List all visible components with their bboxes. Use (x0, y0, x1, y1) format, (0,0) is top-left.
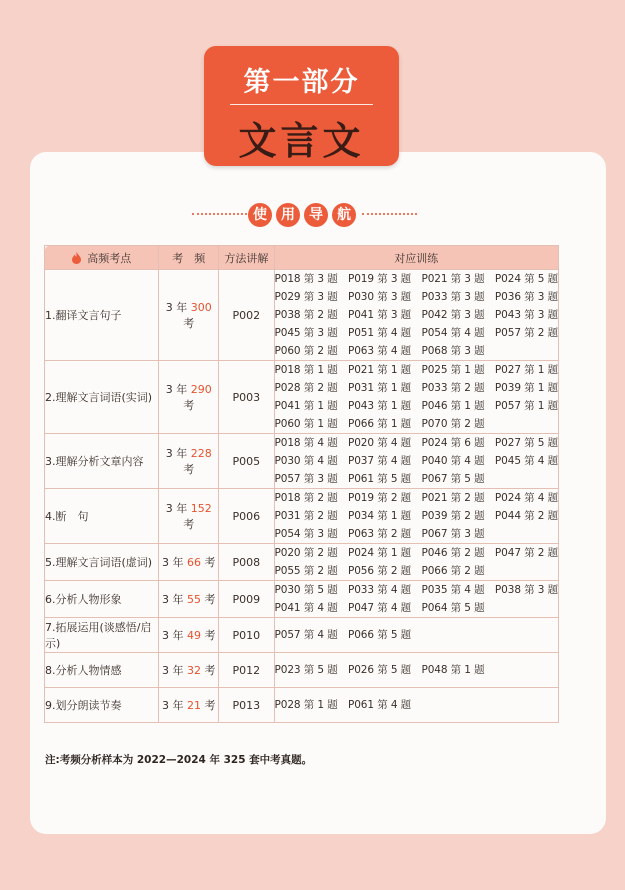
topic-cell: 5.理解文言词语(虚词) (45, 544, 159, 581)
drill-line: P055 第 2 题 P056 第 2 题 P066 第 2 题 (274, 565, 485, 577)
topic-cell: 8.分析人物情感 (45, 653, 159, 688)
drill-cell (274, 544, 558, 581)
drill-line: P060 第 1 题 P066 第 1 题 P070 第 2 题 (274, 418, 485, 430)
frequency-cell (159, 270, 219, 361)
frequency-count: 55 (187, 593, 202, 606)
flame-icon (72, 252, 81, 264)
frequency-count: 228 (190, 447, 212, 460)
frequency-count: 21 (187, 699, 202, 712)
table-row (45, 581, 559, 618)
topic-cell: 6.分析人物形象 (45, 581, 159, 618)
method-page-cell: P008 (219, 544, 274, 581)
drill-line: P057 第 3 题 P061 第 5 题 P067 第 5 题 (274, 473, 485, 485)
frequency-suffix: 考 (201, 593, 216, 606)
frequency-suffix: 考 (183, 463, 195, 476)
drill-line: P018 第 3 题 P019 第 3 题 P021 第 3 题 P024 第 5 题 (274, 273, 558, 285)
header-drill: 对应训练 (274, 246, 558, 270)
topic-cell: 4.断 句 (45, 489, 159, 544)
footnote: 注:考频分析样本为 2022—2024 年 325 套中考真题。 (45, 754, 313, 766)
header-frequency: 考 频 (159, 246, 219, 270)
frequency-prefix: 3 年 (162, 593, 188, 606)
method-page-cell: P002 (219, 270, 274, 361)
frequency-count: 32 (187, 664, 202, 677)
section-title-box (204, 46, 399, 166)
guide-char-2: 用 (276, 203, 300, 227)
drill-line: P041 第 1 题 P043 第 1 题 P046 第 1 题 P057 第 1 题 (274, 400, 558, 412)
drill-line: P045 第 3 题 P051 第 4 题 P054 第 4 题 P057 第 2 题 (274, 327, 558, 339)
frequency-cell (159, 544, 219, 581)
dotted-divider-left (192, 213, 247, 215)
drill-line: P041 第 4 题 P047 第 4 题 P064 第 5 题 (274, 602, 485, 614)
section-main-title: 文言文 (238, 118, 365, 163)
drill-line: P028 第 2 题 P031 第 1 题 P033 第 2 题 P039 第 1 题 (274, 382, 558, 394)
frequency-cell (159, 489, 219, 544)
guide-char-1: 使 (248, 203, 272, 227)
frequency-suffix: 考 (201, 699, 216, 712)
drill-line: P054 第 3 题 P063 第 2 题 P067 第 3 题 (274, 528, 485, 540)
topic-cell: 3.理解分析文章内容 (45, 434, 159, 489)
table-row (45, 618, 559, 653)
drill-line: P029 第 3 题 P030 第 3 题 P033 第 3 题 P036 第 3 题 (274, 291, 558, 303)
drill-cell (274, 489, 558, 544)
frequency-suffix: 考 (201, 556, 216, 569)
frequency-prefix: 3 年 (165, 447, 191, 460)
drill-line: P018 第 4 题 P020 第 4 题 P024 第 6 题 P027 第 5 题 (274, 437, 558, 449)
table-row (45, 270, 559, 361)
method-page-cell: P013 (219, 688, 274, 723)
table-body (45, 270, 559, 723)
drill-cell (274, 581, 558, 618)
drill-line: P057 第 4 题 P066 第 5 题 (274, 629, 412, 641)
frequency-prefix: 3 年 (162, 556, 188, 569)
section-part-label: 第一部分 (243, 67, 360, 98)
frequency-prefix: 3 年 (165, 383, 191, 396)
frequency-suffix: 考 (183, 518, 195, 531)
header-topic (45, 246, 159, 270)
frequency-prefix: 3 年 (162, 629, 188, 642)
drill-line: P018 第 2 题 P019 第 2 题 P021 第 2 题 P024 第 4 题 (274, 492, 558, 504)
header-method: 方法讲解 (219, 246, 274, 270)
table-row (45, 434, 559, 489)
method-page-cell: P006 (219, 489, 274, 544)
table-row (45, 544, 559, 581)
frequency-cell (159, 361, 219, 434)
drill-line: P020 第 2 题 P024 第 1 题 P046 第 2 题 P047 第 2 题 (274, 547, 558, 559)
table-row (45, 361, 559, 434)
method-page-cell: P005 (219, 434, 274, 489)
header-topic-label: 高频考点 (87, 251, 132, 265)
table-row (45, 653, 559, 688)
table-row (45, 688, 559, 723)
usage-guide-heading (0, 203, 625, 227)
drill-cell (274, 688, 558, 723)
drill-cell (274, 618, 558, 653)
guide-char-3: 导 (304, 203, 328, 227)
frequency-cell (159, 581, 219, 618)
exam-topic-table (44, 245, 559, 723)
topic-cell: 7.拓展运用(谈感悟/启示) (45, 618, 159, 653)
frequency-count: 66 (187, 556, 202, 569)
topic-cell: 9.划分朗读节奏 (45, 688, 159, 723)
frequency-count: 49 (187, 629, 202, 642)
frequency-cell (159, 653, 219, 688)
frequency-count: 152 (190, 502, 212, 515)
frequency-cell (159, 618, 219, 653)
drill-line: P038 第 2 题 P041 第 3 题 P042 第 3 题 P043 第 3 题 (274, 309, 558, 321)
usage-guide-title (248, 203, 368, 227)
drill-line: P018 第 1 题 P021 第 1 题 P025 第 1 题 P027 第 1 题 (274, 364, 558, 376)
method-page-cell: P003 (219, 361, 274, 434)
frequency-suffix: 考 (201, 664, 216, 677)
frequency-suffix: 考 (183, 399, 195, 412)
drill-line: P023 第 5 题 P026 第 5 题 P048 第 1 题 (274, 664, 485, 676)
drill-cell (274, 434, 558, 489)
frequency-prefix: 3 年 (162, 699, 188, 712)
frequency-suffix: 考 (183, 317, 195, 330)
frequency-prefix: 3 年 (162, 664, 188, 677)
frequency-count: 290 (190, 383, 212, 396)
frequency-cell (159, 688, 219, 723)
dotted-divider-right (362, 213, 417, 215)
drill-cell (274, 361, 558, 434)
method-page-cell: P010 (219, 618, 274, 653)
drill-line: P030 第 4 题 P037 第 4 题 P040 第 4 题 P045 第 4 题 (274, 455, 558, 467)
drill-cell (274, 653, 558, 688)
drill-line: P028 第 1 题 P061 第 4 题 (274, 699, 412, 711)
guide-char-4: 航 (332, 203, 356, 227)
drill-cell (274, 270, 558, 361)
frequency-count: 300 (190, 301, 212, 314)
frequency-prefix: 3 年 (165, 502, 191, 515)
drill-line: P030 第 5 题 P033 第 4 题 P035 第 4 题 P038 第 3 题 (274, 584, 558, 596)
method-page-cell: P012 (219, 653, 274, 688)
topic-cell: 1.翻译文言句子 (45, 270, 159, 361)
topic-cell: 2.理解文言词语(实词) (45, 361, 159, 434)
drill-line: P031 第 2 题 P034 第 1 题 P039 第 2 题 P044 第 2 题 (274, 510, 558, 522)
drill-line: P060 第 2 题 P063 第 4 题 P068 第 3 题 (274, 345, 485, 357)
table-header-row (45, 246, 559, 270)
title-divider (230, 104, 373, 105)
table-row (45, 489, 559, 544)
frequency-suffix: 考 (201, 629, 216, 642)
method-page-cell: P009 (219, 581, 274, 618)
frequency-prefix: 3 年 (165, 301, 191, 314)
frequency-cell (159, 434, 219, 489)
